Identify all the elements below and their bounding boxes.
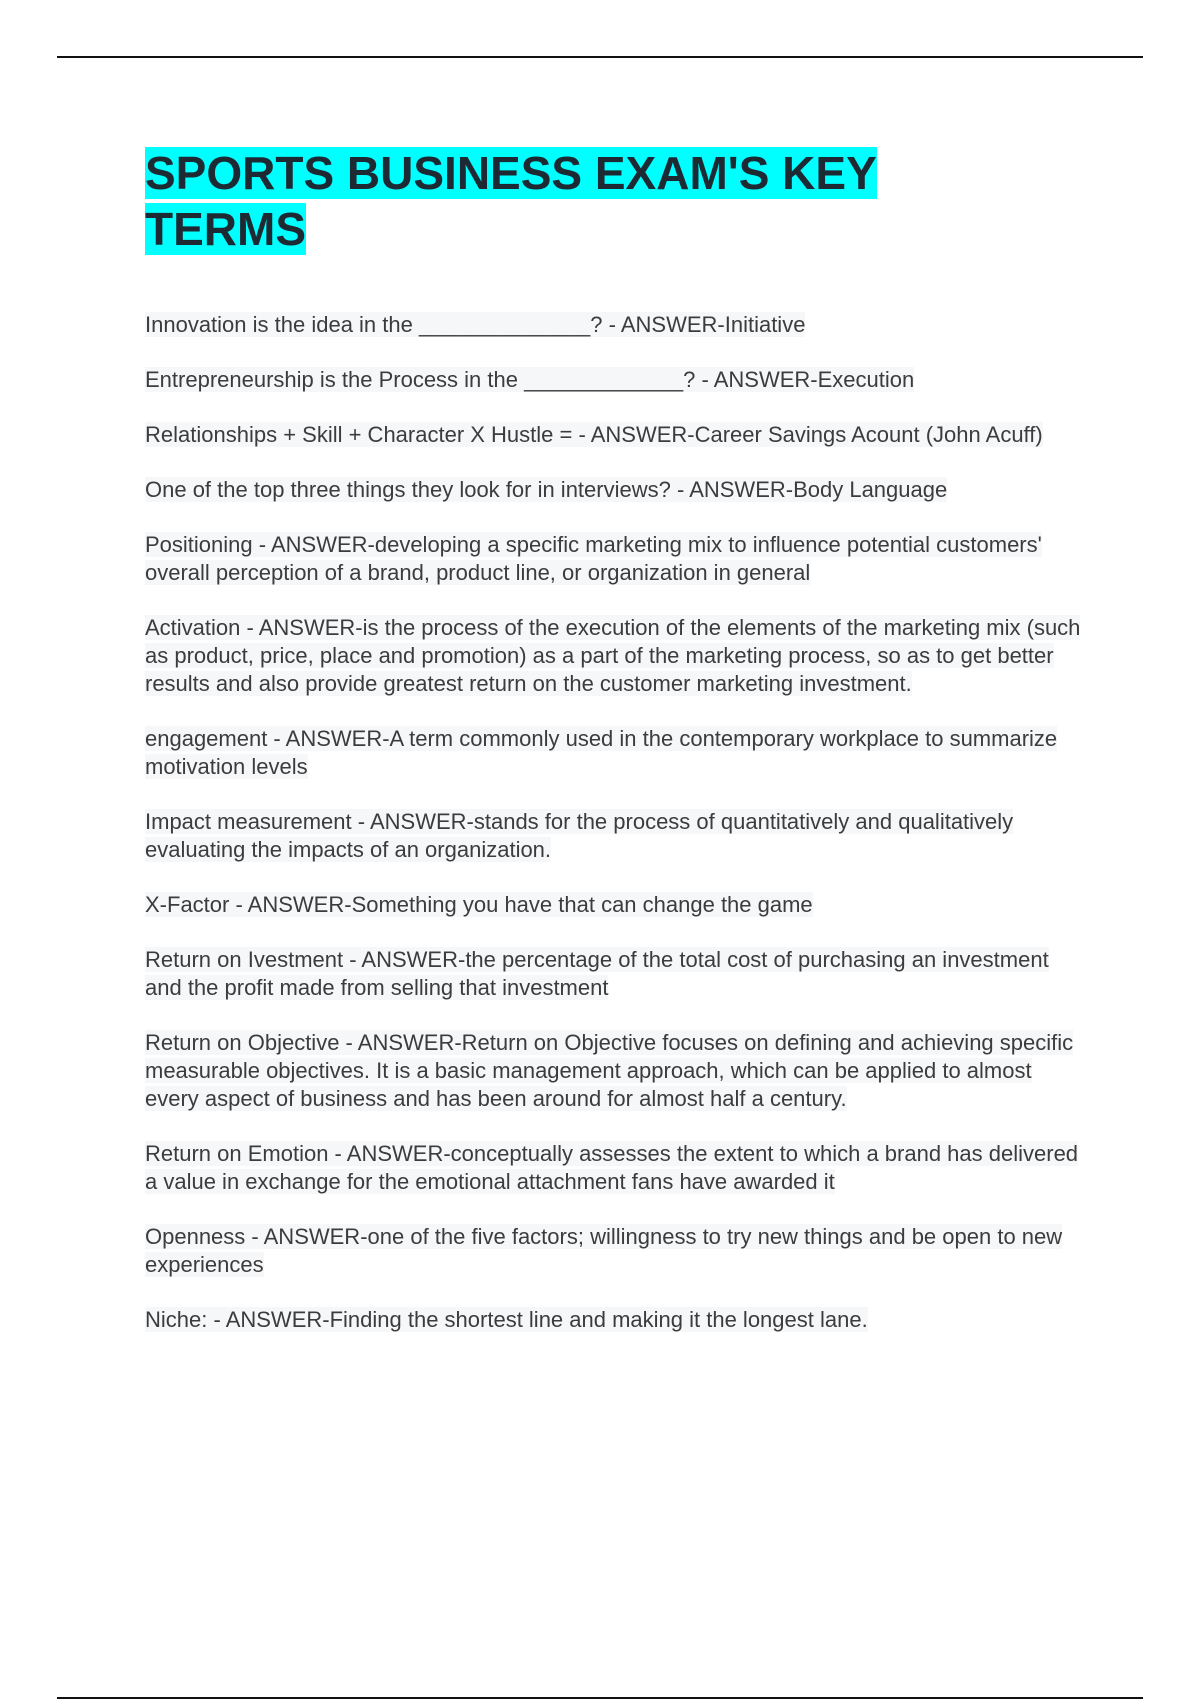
list-item bbox=[145, 808, 1090, 864]
document-title-text: SPORTS BUSINESS EXAM'S KEY TERMS bbox=[145, 147, 877, 255]
entry-text: X-Factor - ANSWER-Something you have that can change the game bbox=[145, 892, 813, 917]
entry-text: engagement - ANSWER-A term commonly used in the contemporary workplace to summarize motivation levels bbox=[145, 726, 1058, 779]
list-item bbox=[145, 946, 1090, 1002]
entry-text: One of the top three things they look for in interviews? - ANSWER-Body Language bbox=[145, 477, 948, 502]
entry-text: Relationships + Skill + Character X Hustle = - ANSWER-Career Savings Acount (John Acuff) bbox=[145, 422, 1043, 447]
list-item bbox=[145, 476, 1090, 504]
document-body bbox=[145, 145, 1090, 1361]
entry-text: Entrepreneurship is the Process in the _____________? - ANSWER-Execution bbox=[145, 367, 915, 392]
list-item bbox=[145, 1140, 1090, 1196]
list-item bbox=[145, 421, 1090, 449]
entry-text: Openness - ANSWER-one of the five factors; willingness to try new things and be open to new experiences bbox=[145, 1224, 1063, 1277]
list-item bbox=[145, 366, 1090, 394]
entry-text: Niche: - ANSWER-Finding the shortest line and making it the longest lane. bbox=[145, 1307, 868, 1332]
list-item bbox=[145, 311, 1090, 339]
entry-text: Positioning - ANSWER-developing a specific marketing mix to influence potential customers' overall perception of a brand, product line, or organization in general bbox=[145, 532, 1042, 585]
entry-text: Activation - ANSWER-is the process of the execution of the elements of the marketing mix (such as product, price, place and promotion) as a part of the marketing process, so as to get better results and also provide greatest return on the customer marketing investment. bbox=[145, 615, 1081, 696]
list-item bbox=[145, 1306, 1090, 1334]
entry-text: Innovation is the idea in the ______________? - ANSWER-Initiative bbox=[145, 312, 806, 337]
list-item bbox=[145, 614, 1090, 698]
list-item bbox=[145, 1223, 1090, 1279]
list-item bbox=[145, 1029, 1090, 1113]
entry-text: Return on Objective - ANSWER-Return on Objective focuses on defining and achieving specific measurable objectives. It is a basic management approach, which can be applied to almost every aspect of business and has been around for almost half a century. bbox=[145, 1030, 1074, 1111]
key-terms-list bbox=[145, 311, 1090, 1334]
document-title bbox=[145, 145, 935, 257]
top-rule bbox=[57, 56, 1143, 58]
bottom-rule bbox=[57, 1697, 1143, 1699]
list-item bbox=[145, 725, 1090, 781]
list-item bbox=[145, 891, 1090, 919]
entry-text: Impact measurement - ANSWER-stands for the process of quantitatively and qualitatively evaluating the impacts of an organization. bbox=[145, 809, 1014, 862]
entry-text: Return on Ivestment - ANSWER-the percentage of the total cost of purchasing an investment and the profit made from selling that investment bbox=[145, 947, 1049, 1000]
entry-text: Return on Emotion - ANSWER-conceptually assesses the extent to which a brand has delivered a value in exchange for the emotional attachment fans have awarded it bbox=[145, 1141, 1079, 1194]
list-item bbox=[145, 531, 1090, 587]
